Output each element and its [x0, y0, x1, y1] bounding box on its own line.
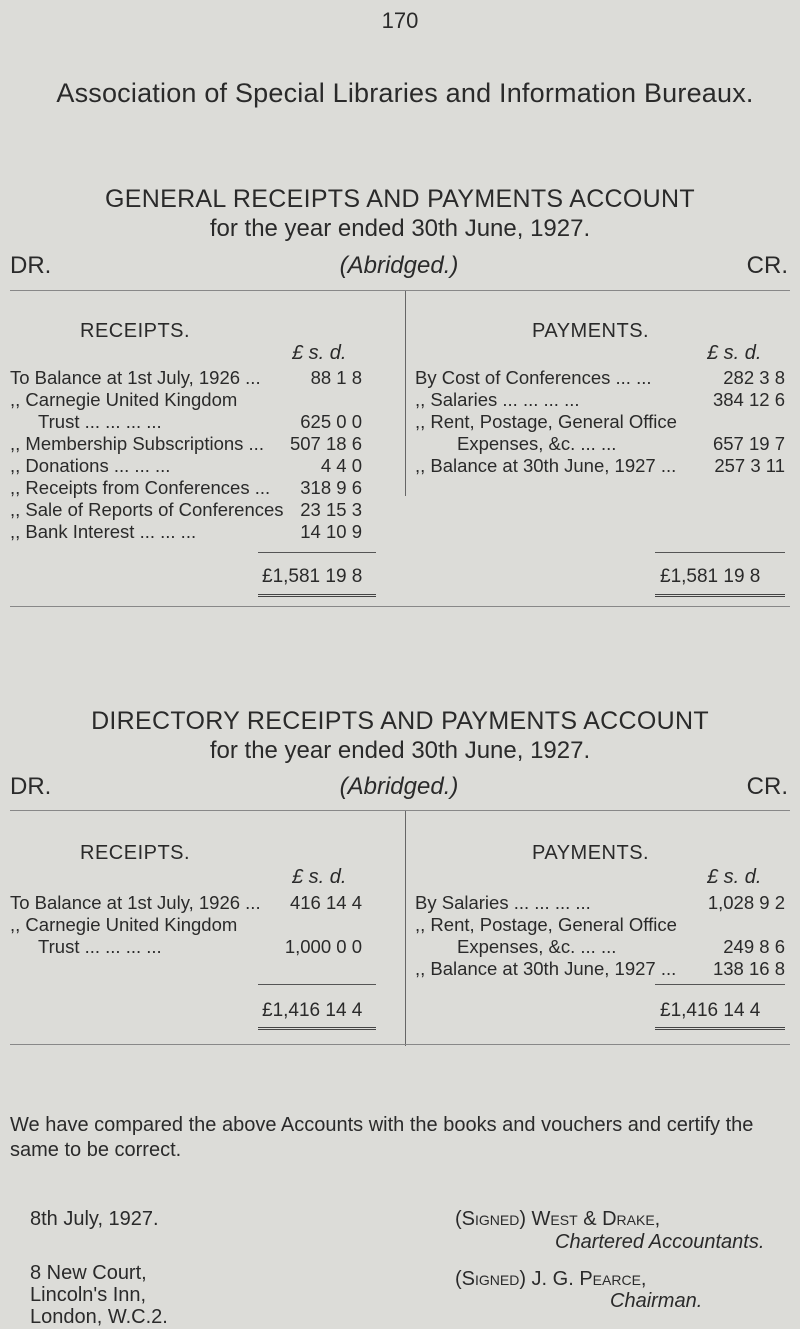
receipt-text: To Balance at 1st July, 1926 ...	[10, 892, 261, 913]
payment-text: Expenses, &c. ... ...	[457, 936, 617, 957]
column-divider	[405, 811, 406, 1046]
address-line: Lincoln's Inn,	[30, 1284, 147, 1306]
payment-amount: 138 16 8	[712, 958, 785, 979]
payment-amount: 1,028 9 2	[707, 892, 785, 913]
receipts-heading: RECEIPTS.	[80, 842, 191, 864]
receipt-amount: 4 4 0	[320, 455, 362, 476]
directory-account-title: DIRECTORY RECEIPTS AND PAYMENTS ACCOUNT	[91, 707, 709, 735]
receipt-amount: 416 14 4	[289, 892, 362, 913]
receipt-text: ,, Receipts from Conferences ...	[10, 477, 271, 498]
payment-text: Expenses, &c. ... ...	[457, 433, 617, 454]
payment-amount: 257 3 11	[714, 455, 785, 476]
total-double-rule	[258, 594, 376, 597]
payment-text: By Salaries ... ... ... ...	[415, 892, 591, 913]
payment-row	[415, 433, 790, 455]
receipt-row	[10, 455, 395, 477]
general-account-subtitle: for the year ended 30th June, 1927.	[209, 215, 591, 242]
signature-title: Chairman.	[610, 1290, 703, 1312]
cr-label: CR.	[746, 252, 788, 279]
total-rule	[258, 984, 376, 985]
receipt-text: ,, Bank Interest ... ... ...	[10, 521, 197, 542]
directory-drcr-line	[10, 773, 788, 803]
receipt-amount: 1,000 0 0	[284, 936, 362, 957]
receipt-amount: 23 15 3	[300, 499, 362, 520]
payments-heading: PAYMENTS.	[532, 842, 650, 864]
receipt-row	[10, 389, 395, 411]
payment-text: ,, Rent, Postage, General Office	[415, 411, 677, 432]
receipt-text: Trust ... ... ... ...	[38, 936, 162, 957]
general-drcr-line	[10, 252, 788, 282]
receipt-row	[10, 411, 395, 433]
date: 8th July, 1927.	[30, 1208, 159, 1230]
signature-title: Chartered Accountants.	[555, 1231, 765, 1253]
bottom-rule	[10, 1044, 790, 1045]
currency-header: £ s. d.	[707, 342, 762, 364]
payment-row	[415, 411, 790, 433]
receipts-total: £1,581 19 8	[262, 566, 363, 587]
payment-text: ,, Rent, Postage, General Office	[415, 914, 677, 935]
receipt-row	[10, 367, 395, 389]
payment-text: By Cost of Conferences ... ...	[415, 367, 652, 388]
payment-amount: 282 3 8	[723, 367, 785, 388]
receipt-row	[10, 521, 395, 543]
address-line: London, W.C.2.	[30, 1306, 168, 1328]
currency-header: £ s. d.	[292, 866, 347, 888]
receipt-amount: 625 0 0	[300, 411, 362, 432]
bottom-rule	[10, 606, 790, 607]
total-double-rule	[655, 594, 785, 597]
receipts-total: £1,416 14 4	[262, 1000, 363, 1021]
abridged-label: (Abridged.)	[339, 252, 459, 279]
total-rule	[258, 552, 376, 553]
receipt-text: To Balance at 1st July, 1926 ...	[10, 367, 261, 388]
receipt-amount: 507 18 6	[289, 433, 362, 454]
signature-name: (Signed) West & Drake,	[455, 1208, 661, 1230]
payments-total: £1,581 19 8	[660, 566, 761, 587]
receipt-text: ,, Donations ... ... ...	[10, 455, 171, 476]
payment-row	[415, 914, 790, 936]
receipt-text: ,, Carnegie United Kingdom	[10, 389, 238, 410]
receipts-heading: RECEIPTS.	[80, 320, 191, 342]
receipt-text: ,, Carnegie United Kingdom	[10, 914, 238, 935]
payment-row	[415, 367, 790, 389]
dr-label: DR.	[10, 252, 52, 279]
total-double-rule	[258, 1027, 376, 1030]
payment-text: ,, Salaries ... ... ... ...	[415, 389, 580, 410]
payments-total: £1,416 14 4	[660, 1000, 761, 1021]
total-rule	[655, 552, 785, 553]
payment-text: ,, Balance at 30th June, 1927 ...	[415, 958, 677, 979]
payments-heading: PAYMENTS.	[532, 320, 650, 342]
top-rule	[10, 290, 790, 291]
abridged-label: (Abridged.)	[339, 773, 459, 800]
total-double-rule	[655, 1027, 785, 1030]
payment-row	[415, 958, 790, 980]
receipt-text: Trust ... ... ... ...	[38, 411, 162, 432]
receipt-amount: 318 9 6	[300, 477, 362, 498]
receipt-text: ,, Sale of Reports of Conferences	[10, 499, 284, 520]
top-rule	[10, 810, 790, 811]
receipt-row	[10, 433, 395, 455]
payment-amount: 384 12 6	[712, 389, 785, 410]
receipt-row	[10, 477, 395, 499]
payment-amount: 249 8 6	[723, 936, 785, 957]
certification-text: We have compared the above Accounts with the books and vouchers and certify the same to be correct.	[10, 1114, 754, 1161]
directory-account-subtitle: for the year ended 30th June, 1927.	[209, 737, 591, 764]
page-number: 170	[381, 8, 419, 33]
dr-label: DR.	[10, 773, 52, 800]
signature-name: (Signed) J. G. Pearce,	[455, 1268, 647, 1290]
receipt-text: ,, Membership Subscriptions ...	[10, 433, 264, 454]
cr-label: CR.	[746, 773, 788, 800]
payment-amount: 657 19 7	[712, 433, 785, 454]
receipt-row	[10, 914, 395, 936]
association-title: Association of Special Libraries and Information Bureaux.	[56, 78, 754, 108]
receipt-amount: 14 10 9	[300, 521, 362, 542]
receipt-amount: 88 1 8	[310, 367, 362, 388]
payment-row	[415, 389, 790, 411]
payment-row	[415, 936, 790, 958]
receipt-row	[10, 936, 395, 958]
address-line: 8 New Court,	[30, 1262, 147, 1284]
currency-header: £ s. d.	[707, 866, 762, 888]
general-account-title: GENERAL RECEIPTS AND PAYMENTS ACCOUNT	[105, 185, 695, 213]
payment-row	[415, 892, 790, 914]
column-divider	[405, 291, 406, 496]
total-rule	[655, 984, 785, 985]
currency-header: £ s. d.	[292, 342, 347, 364]
payment-row	[415, 455, 790, 477]
receipt-row	[10, 499, 395, 521]
receipt-row	[10, 892, 395, 914]
payment-text: ,, Balance at 30th June, 1927 ...	[415, 455, 677, 476]
